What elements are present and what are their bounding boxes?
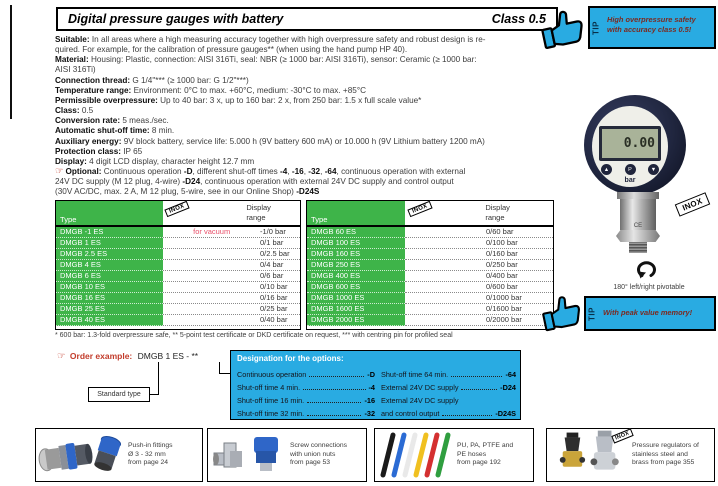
range-value: 0/160 bar — [486, 249, 518, 258]
product-caption-line: Ø 3 - 32 mm — [128, 450, 166, 458]
type-header-label: Type — [60, 215, 77, 224]
type-cell: DMGB 160 ES — [307, 249, 405, 260]
tip-text — [607, 8, 714, 34]
range-cell — [405, 227, 553, 238]
gauge-lcd-value: 0.00 — [602, 129, 658, 158]
range-value: 0/16 bar — [260, 293, 288, 302]
gauge-down-button: ▼ — [648, 164, 659, 175]
product-caption-line: Screw connections — [290, 442, 348, 450]
table-row — [56, 304, 300, 315]
table-header — [307, 201, 553, 227]
spec-line: Protection class: IP 65 — [55, 146, 143, 156]
product-caption-line: Push-in fittings — [128, 442, 173, 450]
order-example-value: DMGB 1 ES - ** — [137, 351, 199, 361]
product-caption-line: with union nuts — [290, 450, 336, 458]
product-caption-line: PE hoses — [457, 450, 487, 458]
type-cell: DMGB 16 ES — [56, 293, 163, 304]
designation-option: Shut-off time 64 min. -64 — [381, 370, 516, 379]
spec-line: ☞ Optional: Continuous operation -D, different shut-off times -4, -16, -32, -64, continuous operation with external — [55, 166, 466, 178]
related-product-screw-connections — [207, 428, 367, 482]
spec-line: Automatic shut-off time: 8 min. — [55, 126, 175, 136]
table-row — [307, 260, 553, 271]
designation-column-left — [237, 366, 375, 418]
vacuum-note — [405, 227, 486, 237]
range-cell — [163, 271, 300, 282]
table-row — [307, 304, 553, 315]
type-table-high-range — [306, 200, 554, 330]
table-row — [307, 271, 553, 282]
tip-text-line: With peak value memory! — [603, 308, 693, 317]
range-value: 0/40 bar — [260, 315, 288, 324]
product-caption — [632, 442, 714, 468]
spec-line: Permissible overpressure: Up to 40 bar: 3 x, up to 160 bar: 2 x, from 250 bar: 1.5 x full scale value* — [55, 95, 422, 105]
vacuum-note — [405, 260, 486, 270]
range-cell — [163, 260, 300, 271]
designation-column-right — [381, 366, 516, 418]
gauge-up-button: ▲ — [601, 164, 612, 175]
gauge-collar — [617, 192, 659, 199]
gauge-thread — [629, 242, 647, 253]
spec-line: quired. For example, for the calibration of pressure gauges** (when using the hand pump HP 40). — [55, 45, 408, 55]
range-value: 0/10 bar — [260, 282, 288, 291]
vacuum-note — [405, 304, 486, 314]
range-value: 0/100 bar — [486, 238, 518, 247]
table-row — [56, 249, 300, 260]
standard-type-box: Standard type — [88, 387, 150, 402]
type-table-low-range — [55, 200, 301, 330]
type-cell: DMGB 2000 ES — [307, 315, 405, 326]
table-body — [307, 227, 553, 326]
vacuum-note — [163, 282, 260, 292]
range-header-label: Display range — [246, 203, 271, 222]
spec-line: Material: Housing: Plastic, connection: AISI 316Ti, seal: NBR (≥ 1000 bar: AISI 316Ti), sensor: Ceramic (≥ 1000 bar: — [55, 55, 477, 65]
pivot-note: 180° left/right pivotable — [613, 284, 685, 291]
inox-badge: INOX — [407, 201, 432, 217]
tip-label: TIP — [591, 20, 601, 35]
range-cell — [163, 238, 300, 249]
hoses-image — [375, 429, 457, 481]
type-cell: DMGB 60 ES — [307, 227, 405, 238]
designation-option: External 24V DC supply — [381, 396, 459, 405]
product-caption-line: Pressure regulators of — [632, 442, 699, 450]
product-caption-line: from page 24 — [128, 459, 169, 467]
gauge-lcd — [599, 126, 661, 161]
related-product-hoses — [374, 428, 534, 482]
vacuum-note — [163, 271, 260, 281]
range-cell — [405, 271, 553, 282]
product-caption — [457, 442, 533, 468]
product-caption — [128, 442, 202, 468]
table-row — [56, 238, 300, 249]
range-value: 0/1 bar — [260, 238, 284, 247]
spec-lines — [55, 35, 595, 198]
vacuum-note — [163, 315, 260, 325]
related-product-push-in-fittings — [35, 428, 203, 482]
type-cell: DMGB 2.5 ES — [56, 249, 163, 260]
designation-box — [230, 350, 521, 420]
product-caption-line: stainless steel and — [632, 450, 688, 458]
range-cell — [405, 238, 553, 249]
range-value: -1/0 bar — [260, 227, 286, 236]
related-product-pressure-regulators — [546, 428, 715, 482]
connector-line — [150, 394, 159, 395]
designation-option: Continuous operation -D — [237, 370, 375, 379]
margin-rule — [10, 5, 12, 119]
range-cell — [405, 249, 553, 260]
table-row — [56, 293, 300, 304]
pivot-rotation-icon — [634, 259, 660, 281]
product-caption-line: from page 53 — [290, 459, 331, 467]
range-cell — [405, 293, 553, 304]
page-title: Digital pressure gauges with battery — [68, 12, 284, 26]
type-cell: DMGB 10 ES — [56, 282, 163, 293]
push-in-fittings-image — [36, 429, 128, 481]
designation-title: Designation for the options: — [237, 354, 344, 363]
inox-badge: INOX — [612, 428, 634, 443]
tip-text-line: with accuracy class 0.5! — [607, 24, 692, 34]
range-cell — [163, 304, 300, 315]
spec-line: (30V AC/DC, max. 2 A, M 12 plug, 5-wire, see in our Online Shop) -D24S — [55, 187, 320, 197]
range-cell — [163, 293, 300, 304]
spec-line: Connection thread: G 1/4"*** (≥ 1000 bar: G 1/2"***) — [55, 75, 249, 85]
gauge-hex-nut — [616, 230, 660, 242]
table-row — [56, 315, 300, 326]
vacuum-note: for vacuum — [193, 227, 231, 236]
table-row — [56, 227, 300, 238]
tip-label: TIP — [587, 306, 597, 321]
type-cell: DMGB 100 ES — [307, 238, 405, 249]
order-example-label: Order example: — [69, 351, 133, 361]
table-row — [307, 238, 553, 249]
spec-line: Temperature range: Environment: 0°C to max. +60°C, medium: -30°C to max. +85°C — [55, 85, 367, 95]
gauge-unit-label: bar — [624, 177, 636, 184]
spec-line: Class: 0.5 — [55, 106, 94, 116]
screw-connections-illustration — [210, 431, 288, 479]
type-header-label: Type — [311, 215, 328, 224]
inox-badge: INOX — [165, 201, 190, 217]
product-caption-line: PU, PA, PTFE and — [457, 442, 514, 450]
vacuum-note — [163, 238, 260, 248]
inox-badge: INOX — [675, 192, 710, 216]
type-cell: DMGB 25 ES — [56, 304, 163, 315]
pointing-hand-icon: ☞ — [57, 351, 66, 362]
footnote: * 600 bar: 1.3-fold overpressure safe, ** 5-point test certificate or DKD certificate on request, *** with centring pin for profiled seal — [55, 332, 453, 339]
range-cell — [163, 315, 300, 326]
type-cell: DMGB 6 ES — [56, 271, 163, 282]
range-value: 0/2.5 bar — [260, 249, 290, 258]
designation-option: Shut-off time 32 min. -32 — [237, 409, 375, 418]
tip-text — [603, 298, 714, 318]
table-body — [56, 227, 300, 326]
tip-box-side — [584, 296, 716, 331]
order-example — [57, 351, 198, 362]
table-row — [56, 260, 300, 271]
pressure-regulators-image — [547, 429, 632, 481]
table-row — [307, 282, 553, 293]
spec-line: Conversion rate: 5 meas./sec. — [55, 116, 169, 126]
vacuum-note — [405, 271, 486, 281]
range-value: 0/1600 bar — [486, 304, 522, 313]
type-cell: DMGB 1000 ES — [307, 293, 405, 304]
vacuum-note — [405, 293, 486, 303]
table-row — [307, 293, 553, 304]
range-value: 0/6 bar — [260, 271, 284, 280]
tip-box-top — [588, 6, 716, 49]
spec-line: Auxiliary energy: 9V block battery, service life: 5.000 h (9V battery 600 mA) or 10.000 h (9V Lithium battery 1200 mA) — [55, 136, 485, 146]
designation-option: Shut-off time 4 min. -4 — [237, 383, 375, 392]
range-value: 0/4 bar — [260, 260, 284, 269]
vacuum-note — [163, 293, 260, 303]
gauge-power-button: P — [625, 164, 636, 175]
type-cell: DMGB -1 ES — [56, 227, 163, 238]
table-row — [307, 315, 553, 326]
thumbs-up-icon — [541, 291, 583, 333]
class-label: Class 0.5 — [491, 12, 546, 26]
type-cell: DMGB 1 ES — [56, 238, 163, 249]
vacuum-note — [163, 249, 260, 259]
pointing-hand-icon: ☞ — [55, 166, 64, 178]
table-row — [307, 249, 553, 260]
type-cell: DMGB 1600 ES — [307, 304, 405, 315]
range-cell — [163, 227, 300, 238]
range-value: 0/2000 bar — [486, 315, 522, 324]
range-cell — [163, 249, 300, 260]
type-cell: DMGB 600 ES — [307, 282, 405, 293]
hoses-illustration — [377, 431, 455, 479]
screw-connections-image — [208, 429, 290, 481]
table-row — [56, 282, 300, 293]
range-value: 0/25 bar — [260, 304, 288, 313]
connector-line — [158, 362, 159, 395]
vacuum-note — [405, 238, 486, 248]
designation-option: Shut-off time 16 min. -16 — [237, 396, 375, 405]
product-caption-line: brass from page 355 — [632, 459, 695, 467]
type-cell: DMGB 4 ES — [56, 260, 163, 271]
table-row — [307, 227, 553, 238]
range-cell — [405, 304, 553, 315]
vacuum-note — [405, 249, 486, 259]
range-cell — [405, 282, 553, 293]
designation-option: and control output -D24S — [381, 409, 516, 418]
spec-line: AISI 316Ti) — [55, 65, 96, 75]
table-header — [56, 201, 300, 227]
ce-mark: CE — [633, 223, 643, 229]
page-title-bar — [56, 7, 558, 31]
gauge-buttons — [601, 164, 659, 175]
gauge-stem — [620, 199, 656, 230]
designation-option: External 24V DC supply -D24 — [381, 383, 516, 392]
spec-line: Suitable: In all areas where a high measuring accuracy together with high overpressure safety and robust design is re- — [55, 35, 486, 44]
range-header-label: Display range — [485, 203, 510, 222]
spec-line: Display: 4 digit LCD display, character height 12.7 mm — [55, 156, 255, 166]
type-cell: DMGB 250 ES — [307, 260, 405, 271]
vacuum-note — [405, 282, 486, 292]
type-header-cell — [56, 201, 186, 225]
range-value: 0/600 bar — [486, 282, 518, 291]
vacuum-note — [163, 260, 260, 270]
range-cell — [405, 315, 553, 326]
product-caption — [290, 442, 366, 468]
spec-line: 24V DC supply (M 12 plug, 4-wire) -D24, continuous operation with external 24V DC supply and control output — [55, 177, 454, 187]
type-cell: DMGB 40 ES — [56, 315, 163, 326]
table-row — [56, 271, 300, 282]
vacuum-note — [405, 315, 486, 325]
range-cell — [163, 282, 300, 293]
range-cell — [405, 260, 553, 271]
push-in-fittings-illustration — [36, 431, 128, 479]
type-header-cell — [307, 201, 428, 225]
tip-text-line: High overpressure safety — [607, 15, 696, 24]
range-value: 0/60 bar — [486, 227, 514, 236]
range-value: 0/250 bar — [486, 260, 518, 269]
vacuum-note — [163, 304, 260, 314]
range-value: 0/400 bar — [486, 271, 518, 280]
product-caption-line: from page 192 — [457, 459, 501, 467]
type-cell: DMGB 400 ES — [307, 271, 405, 282]
range-value: 0/1000 bar — [486, 293, 522, 302]
